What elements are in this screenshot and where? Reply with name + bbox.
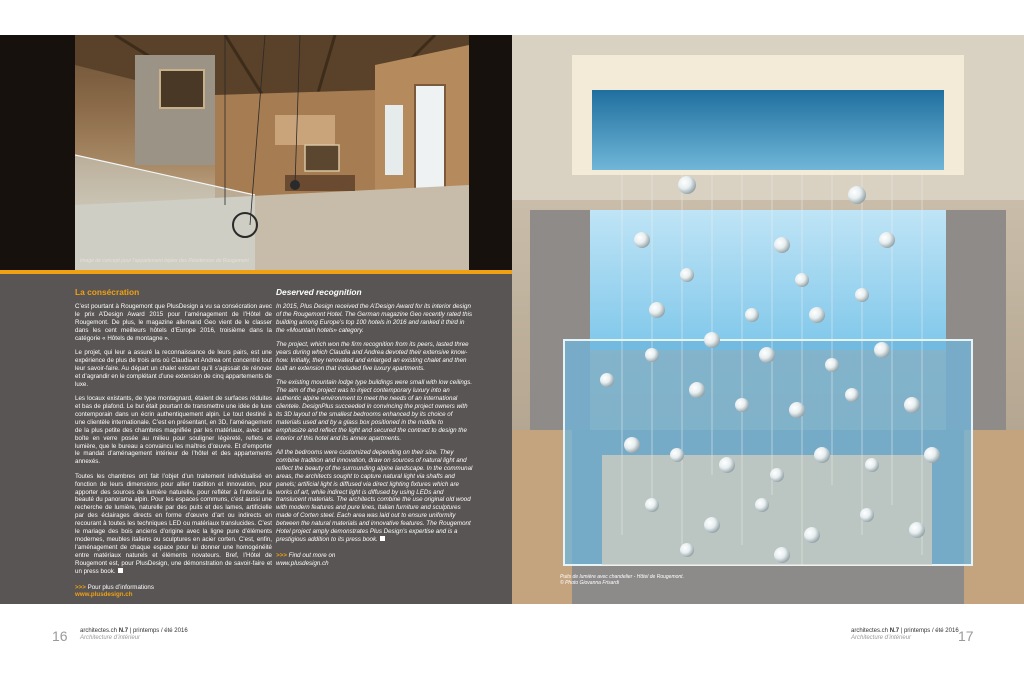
website-link[interactable]: www.plusdesign.ch xyxy=(75,591,133,599)
english-heading: Deserved recognition xyxy=(276,287,362,297)
footer-separator: | xyxy=(900,628,903,634)
footer-season: printemps / été 2016 xyxy=(132,628,188,634)
website-link[interactable]: www.plusdesign.ch xyxy=(276,559,329,567)
page-number: 16 xyxy=(52,628,68,644)
footer-issue: N.7 xyxy=(889,628,900,634)
end-mark-icon xyxy=(118,568,123,573)
page-footer xyxy=(851,628,959,642)
chandelier-illustration xyxy=(512,35,1024,604)
english-paragraph xyxy=(276,449,473,544)
english-paragraph-text: All the bedrooms were customized depending on their size. They combine tradition and innovation, draw on sources of natural light and reflect the beauty of the surrounding alpine landscape. In the communal areas, the architects sought to capture natural light via shafts and panels; artificial light is diffused via direct lighting fixtures which are works of art, while indirect light is diffused by using LEDs and translucent materials. The architects combine the use original old wood with modern features and pure lines, Italian furniture and sculptures made of Corten steel. Each area was laid out to ensure uniformity between the natural materials and innovative features. The Rougemont Hotel project amply demonstrates Plus Design’s expertise and is a prestigious addition to its press book. xyxy=(276,449,473,543)
arrows-prefix: >>> xyxy=(75,583,86,591)
page-number: 17 xyxy=(958,628,974,644)
page-footer xyxy=(80,628,188,642)
footer-section: Architecture d’intérieur xyxy=(851,635,912,641)
english-paragraph: In 2015, Plus Design received the A’Design Award for its interior design of the Rougemont Hotel. The German magazine Geo recently rated this building among Europe’s top 100 hotels in 2016 and ranked it third in the «Mountain hotels» category. xyxy=(276,303,473,334)
footer-season: printemps / été 2016 xyxy=(903,628,959,634)
arrows-prefix: >>> xyxy=(276,551,287,559)
photo-credit: © Photo Giovanna Frisardi xyxy=(560,580,619,586)
french-heading: La consécration xyxy=(75,287,140,297)
chalet-interior-illustration xyxy=(75,35,469,270)
french-paragraph: C’est pourtant à Rougemont que PlusDesign a vu sa consécration avec le prix A’Design Award 2015 pour l’aménagement de l’Hôtel de Rougemont. De plus, le magazine allemand Geo vient de le classer dans les cent meilleurs hôtels d’Europe 2016, troisième dans la catégorie « Hôtels de montagne ». xyxy=(75,303,272,342)
footer-site: architectes.ch xyxy=(80,628,118,634)
footer-separator: | xyxy=(129,628,132,634)
english-paragraph: The existing mountain lodge type buildings were small with low ceilings. The aim of the project was to inject contemporary luxury into an authentic alpine environment to meet the needs of an international clientele. DesignPlus succeeded in convincing the project owners with its 3D layout of the smallest bedrooms enhanced by its choice of materials used and by a glass box positioned in the middle to emphasize and reflect the light and secured the contract to design the interior of this hotel and its annex apartments. xyxy=(276,379,473,442)
french-paragraph: Le projet, qui leur a assuré la reconnaissance de leurs pairs, est une expérience de plus de trois ans où Claudia et Andrea ont concentré tout leur savoir-faire. Au départ un chalet existant qu’il s’agissait de rénover et d’agrandir en le complétant d’une extension de cinq appartements de luxe. xyxy=(75,349,272,388)
footer-issue: N.7 xyxy=(118,628,129,634)
more-info-text: Pour plus d’informations xyxy=(87,583,154,591)
french-column xyxy=(75,288,272,599)
french-paragraph xyxy=(75,473,272,576)
english-more-info xyxy=(276,552,473,568)
photo-caption: Image de concept pour l’appartement triplex des Résidences de Rougemont xyxy=(80,258,249,264)
french-more-info xyxy=(75,584,272,600)
end-mark-icon xyxy=(380,536,385,541)
english-column xyxy=(276,288,473,568)
caption-line: Puits de lumière avec chandelier - Hôtel de Rougemont. xyxy=(560,574,684,580)
french-paragraph-text: Toutes les chambres ont fait l’objet d’un traitement individualisé en fonction de leurs dimensions pour allier tradition et innovation, pour apporter des sources de lumière naturelle, pour refléter à l’intérieur la beauté du panorama alpin. Pour les espaces communs, c’est aussi une recherche de lumière, naturelle par des puits et des lames, artificielle par des éclairages directs en forme d’œuvre d’art ou indirects en recourant à toutes les techniques LED ou matériaux translucides. C’est le mariage des bois anciens d’origine avec la ligne pure d’éléments modernes, meubles italiens ou sculptures en acier corten. C’est, enfin, l’aménagement de chaque espace pour lui donner une homogénéité entre matériaux naturels et éléments novateurs. Bref, l’Hôtel de Rougemont est, pour PlusDesign, une démonstration de savoir-faire et un press book. xyxy=(75,472,272,575)
photo-caption xyxy=(560,574,684,586)
footer-section: Architecture d’intérieur xyxy=(80,635,141,641)
more-info-text: Find out more on xyxy=(288,551,336,559)
chalet-interior-photo xyxy=(75,35,469,270)
english-paragraph: The project, which won the firm recognition from its peers, lasted three years during which Claudia and Andrea devoted their extensive know-how. Initially, they renovated and enlarged an existing chalet and then built an extension that included five luxury apartments. xyxy=(276,341,469,372)
footer-site: architectes.ch xyxy=(851,628,889,634)
right-page xyxy=(512,0,1024,683)
french-paragraph: Les locaux existants, de type montagnard, étaient de surfaces réduites et bas de plafond. Le but était pourtant de transmettre une idée de luxe contemporain dans un écrin authentiquement alpin. Le tout destiné à une clientèle internationale. C’est en présentant, en 3D, l’aménagement de la plus petite des chambres magnifiée par les matériaux, avec une boîte en verre posée au milieu pour souligner légèreté, reflets et lumière, que le bureau a convaincu les maîtres d’œuvre. Et d’emporter le mandat d’aménagement intérieur de l’hôtel et des appartements annexés. xyxy=(75,395,272,466)
chandelier-photo xyxy=(512,35,1024,604)
